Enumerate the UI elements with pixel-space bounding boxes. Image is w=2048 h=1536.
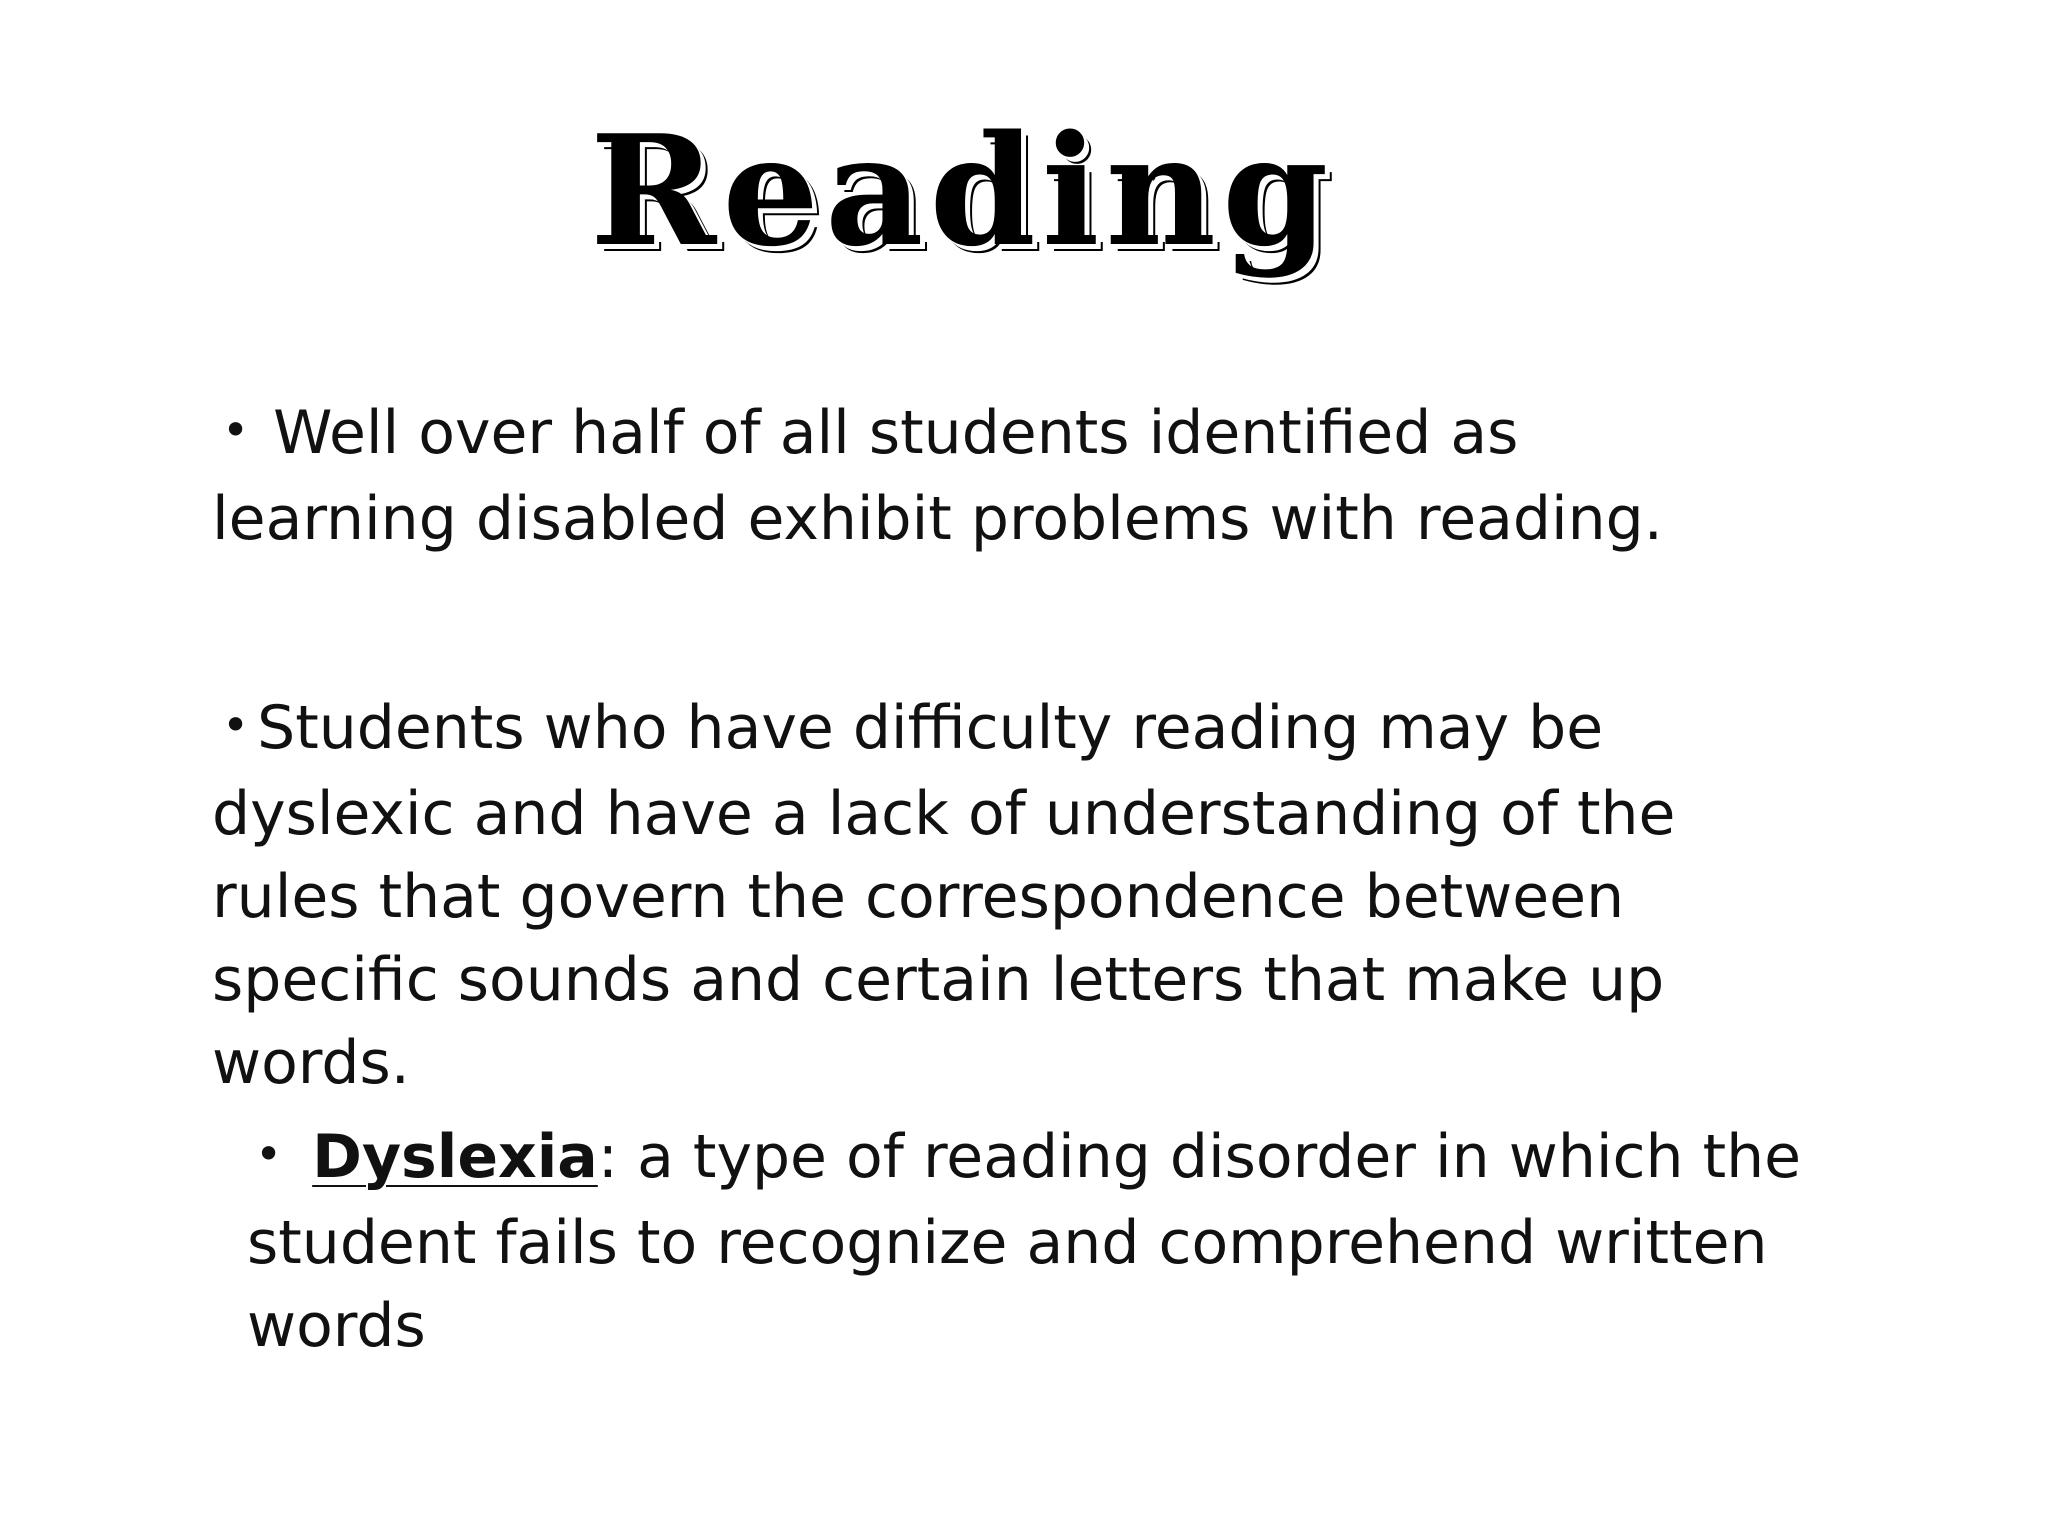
slide-title: Reading [590,101,1335,280]
bullet-marker: • [222,697,250,752]
bullet-text: Well over half of all students identified as learning disabled exhibit problems with reading. [212,398,1663,554]
definition-term: Dyslexia [312,1122,598,1192]
bullet-point-2 [212,687,1812,1105]
term-separator: : [597,1122,619,1192]
definition-text: a type of reading disorder in which the student fails to recognize and comprehend written words [247,1122,1802,1361]
bullet-text: Students who have difficulty reading may be dyslexic and have a lack of understanding of the rules that govern the correspondence between specific sounds and certain letters that make up words. [212,693,1676,1098]
bullet-marker: • [255,1126,283,1181]
bullet-point-3 [247,1116,1807,1368]
bullet-marker: • [222,402,250,457]
bullet-point-1 [212,392,1772,561]
